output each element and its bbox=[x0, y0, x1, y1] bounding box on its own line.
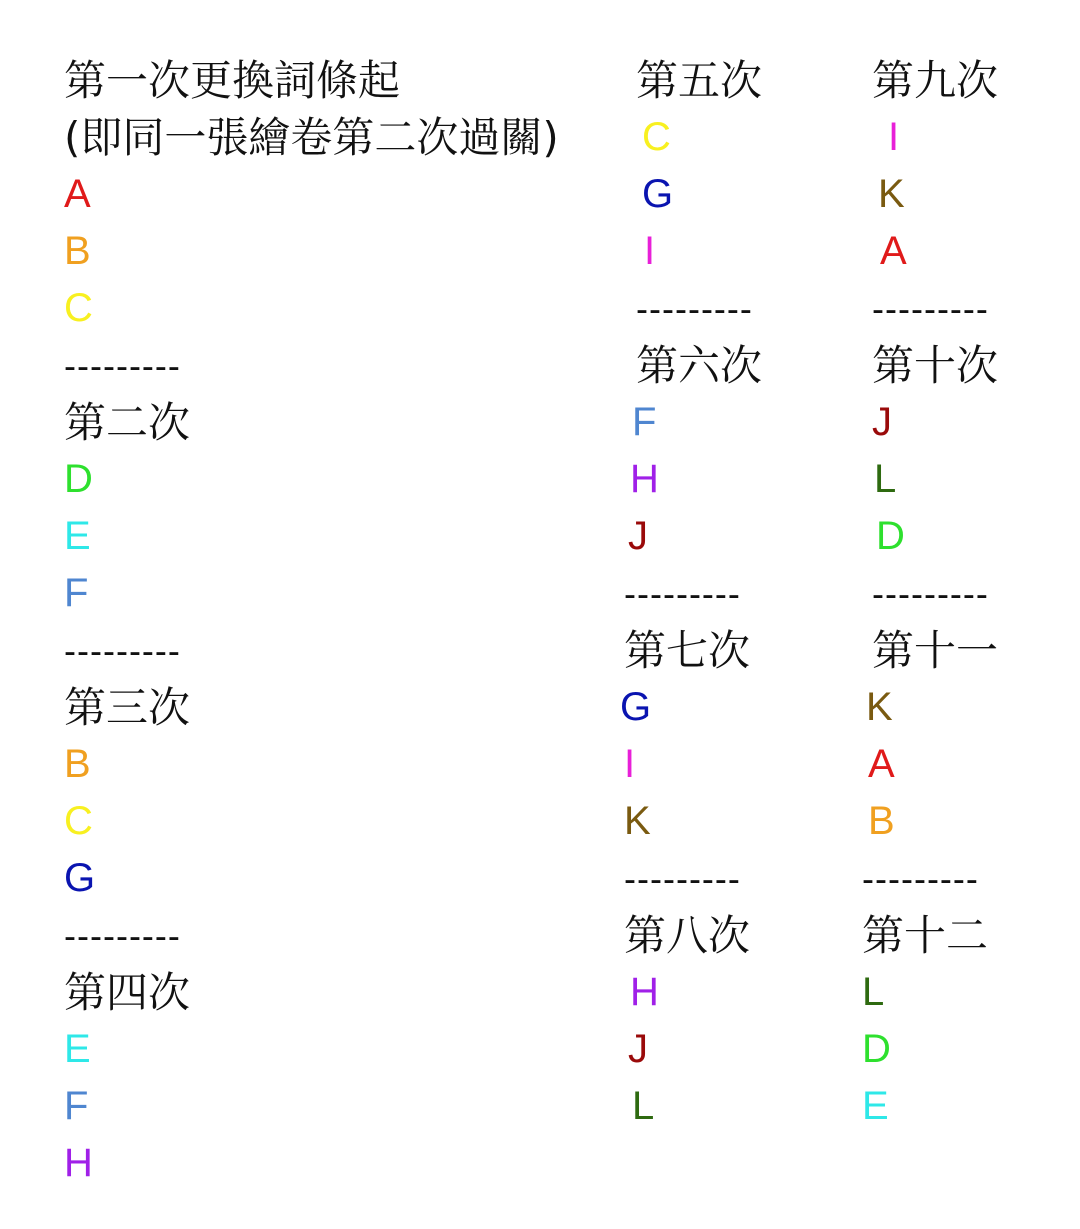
round-block bbox=[624, 337, 762, 565]
round-title bbox=[636, 52, 762, 109]
affix-letter: D bbox=[876, 514, 905, 558]
round-block bbox=[620, 622, 762, 850]
affix-letter: F bbox=[632, 400, 657, 444]
round-title-line: 第七次 bbox=[624, 626, 751, 675]
affix-letter: G bbox=[642, 172, 674, 216]
affix-letter: C bbox=[64, 799, 93, 843]
affix-letter: J bbox=[628, 1027, 648, 1071]
affix-letter: L bbox=[862, 970, 885, 1014]
round-title bbox=[636, 337, 762, 394]
affix-letter: H bbox=[64, 1141, 93, 1185]
round-block bbox=[624, 52, 762, 280]
round-title-line: 第一次更換詞條起 bbox=[64, 56, 401, 105]
round-title bbox=[862, 907, 998, 964]
affix-letter: E bbox=[64, 1027, 91, 1071]
round-title bbox=[64, 52, 559, 166]
round-title bbox=[872, 52, 998, 109]
round-title-line: (即同一張繪卷第二次過關) bbox=[64, 113, 559, 162]
affix-letter: K bbox=[878, 172, 905, 216]
column-1 bbox=[64, 52, 559, 1192]
round-title-line: 第二次 bbox=[64, 398, 191, 447]
round-block bbox=[862, 52, 998, 280]
round-block bbox=[64, 52, 559, 337]
affix-letter: K bbox=[866, 685, 893, 729]
round-title-line: 第十次 bbox=[872, 341, 999, 390]
separator-line: --------- bbox=[862, 858, 979, 899]
round-title bbox=[872, 622, 998, 679]
round-block bbox=[64, 394, 559, 622]
round-block bbox=[64, 964, 559, 1192]
affix-letter: F bbox=[64, 571, 89, 615]
affix-letter: H bbox=[630, 970, 659, 1014]
affix-letter: G bbox=[620, 685, 652, 729]
affix-letter: K bbox=[624, 799, 651, 843]
round-title bbox=[64, 679, 559, 736]
round-block bbox=[624, 907, 762, 1135]
affix-letter: A bbox=[868, 742, 895, 786]
affix-letter: L bbox=[632, 1084, 655, 1128]
affix-letter: I bbox=[624, 742, 636, 786]
affix-letter: E bbox=[64, 514, 91, 558]
separator-line: --------- bbox=[636, 288, 753, 329]
affix-letter: C bbox=[64, 286, 93, 330]
affix-letter: E bbox=[862, 1084, 889, 1128]
round-title-line: 第十一 bbox=[872, 626, 999, 675]
separator-line: --------- bbox=[64, 630, 181, 671]
affix-letter: D bbox=[862, 1027, 891, 1071]
affix-letter: J bbox=[628, 514, 648, 558]
round-title bbox=[64, 964, 559, 1021]
separator-line: --------- bbox=[64, 915, 181, 956]
round-title-line: 第五次 bbox=[636, 56, 763, 105]
round-title bbox=[64, 394, 559, 451]
affix-letter: B bbox=[868, 799, 895, 843]
column-2 bbox=[620, 52, 763, 1135]
affix-letter: A bbox=[64, 172, 91, 216]
separator-line: --------- bbox=[872, 573, 989, 614]
separator-line: --------- bbox=[872, 288, 989, 329]
round-title-line: 第四次 bbox=[64, 968, 191, 1017]
affix-letter: G bbox=[64, 856, 96, 900]
affix-letter: I bbox=[644, 229, 656, 273]
affix-letter: F bbox=[64, 1084, 89, 1128]
affix-letter: I bbox=[888, 115, 900, 159]
round-title bbox=[624, 622, 762, 679]
affix-letter: C bbox=[642, 115, 671, 159]
affix-letter: B bbox=[64, 742, 91, 786]
round-title-line: 第十二 bbox=[862, 911, 989, 960]
round-block bbox=[862, 907, 998, 1135]
separator-line: --------- bbox=[624, 573, 741, 614]
affix-letter: J bbox=[872, 400, 892, 444]
round-title-line: 第六次 bbox=[636, 341, 763, 390]
round-title-line: 第九次 bbox=[872, 56, 999, 105]
affix-letter: B bbox=[64, 229, 91, 273]
affix-letter: A bbox=[880, 229, 907, 273]
separator-line: --------- bbox=[64, 345, 181, 386]
round-title bbox=[624, 907, 762, 964]
round-block bbox=[862, 622, 998, 850]
affix-letter: H bbox=[630, 457, 659, 501]
round-title bbox=[872, 337, 998, 394]
affix-letter: D bbox=[64, 457, 93, 501]
round-title-line: 第八次 bbox=[624, 911, 751, 960]
column-3 bbox=[862, 52, 998, 1135]
round-title-line: 第三次 bbox=[64, 683, 191, 732]
round-block bbox=[862, 337, 998, 565]
affix-letter: L bbox=[874, 457, 897, 501]
separator-line: --------- bbox=[624, 858, 741, 899]
round-block bbox=[64, 679, 559, 907]
